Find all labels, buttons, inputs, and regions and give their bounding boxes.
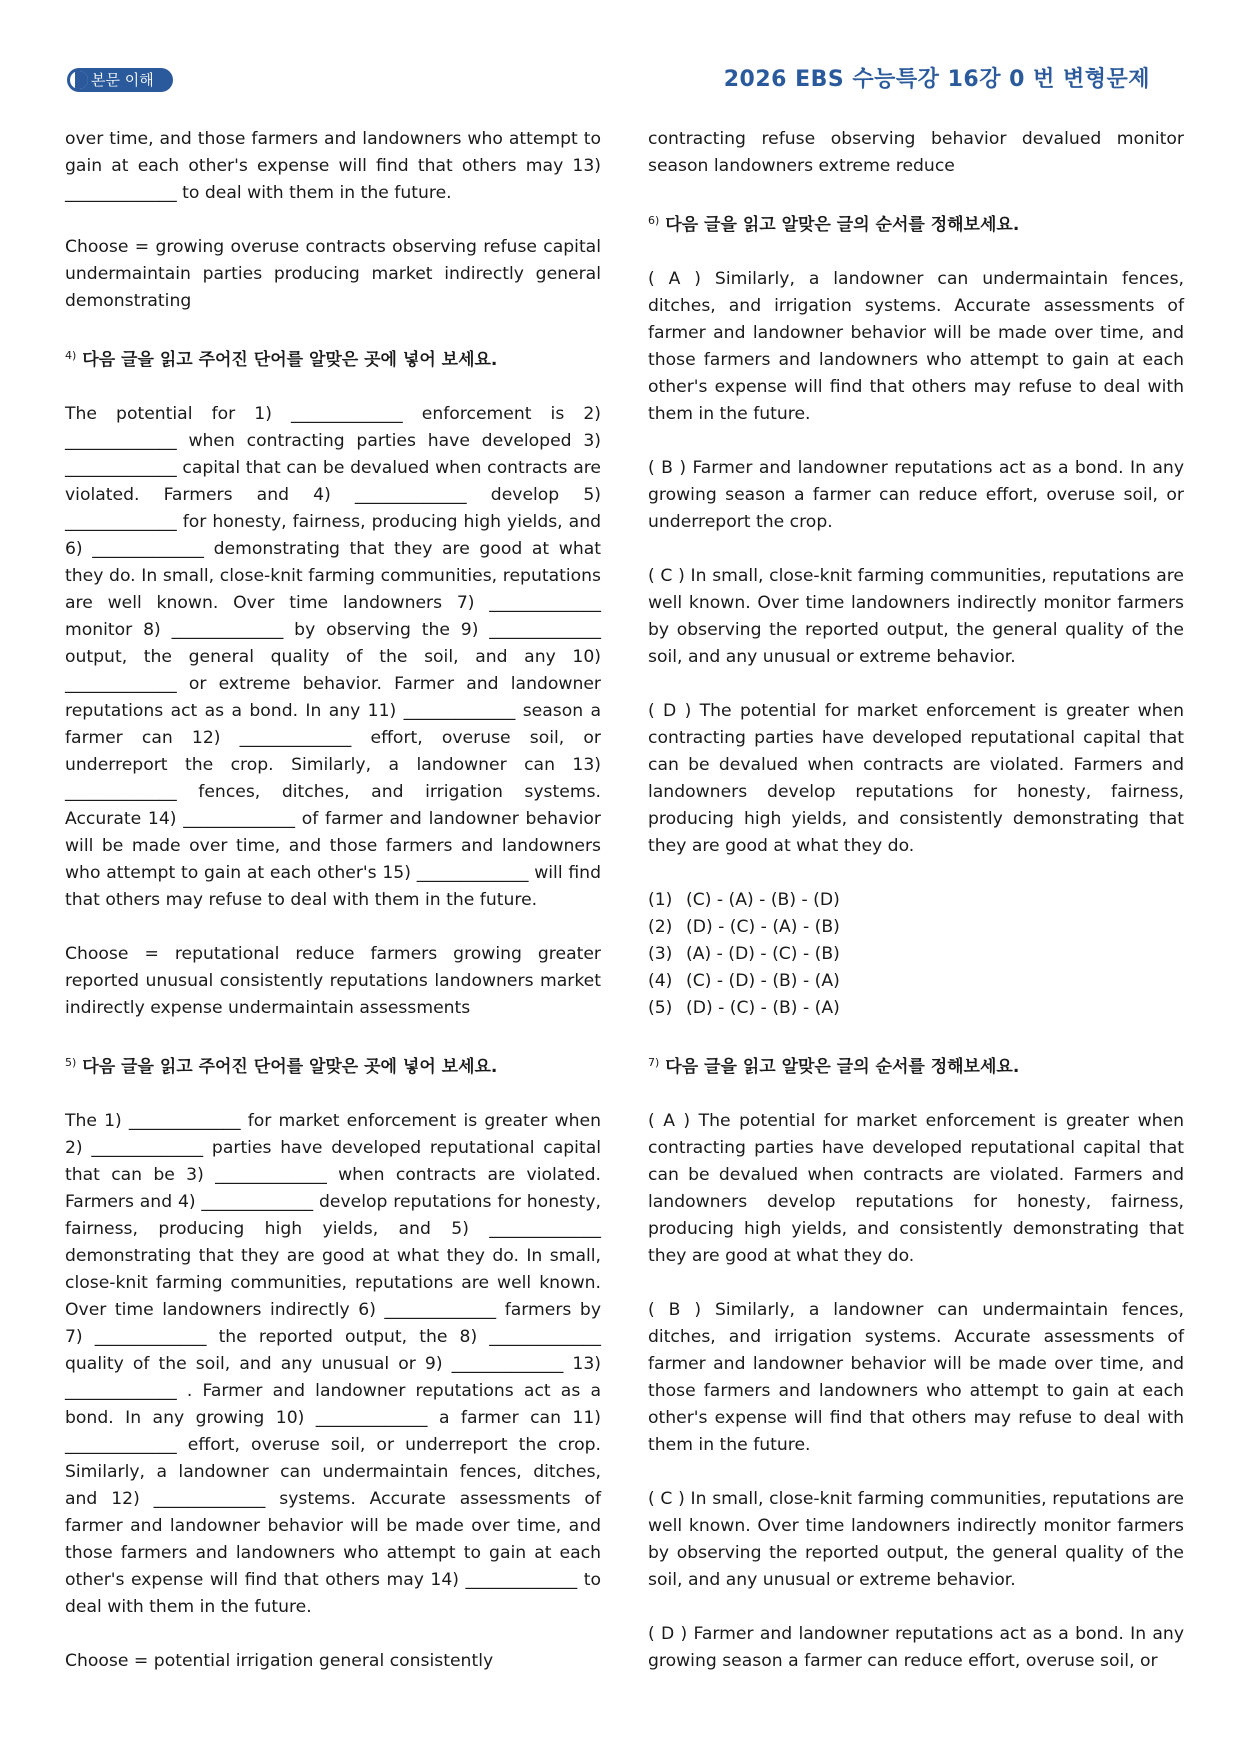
- question-4-passage: The potential for 1) _____________ enforcement is 2) _____________ when contracting parties have developed 3) _____________ capital that can be devalued when contracts are violated. Farmers and 4) _____________ develop 5) _____________ for honesty, fairness, producing high yields, and 6) _____________ demonstrating that they are good at what they do. In small, close-knit farming communities, reputations are well known. Over time landowners 7) _____________ monitor 8) _____________ by observing the 9) _____________ output, the general quality of the soil, and any 10) _____________ or extreme behavior. Farmer and landowner reputations act as a bond. In any 11) _____________ season a farmer can 12) _____________ effort, overuse soil, or underreport the crop. Similarly, a landowner can 13) _____________ fences, ditches, and irrigation systems. Accurate 14) _____________ of farmer and landowner behavior will be made over time, and those farmers and landowners who attempt to gain at each other's 15) _____________ will find that others may refuse to deal with them in the future.: [65, 404, 601, 910]
- option-number: (5): [648, 998, 673, 1018]
- q6-paragraph-d: ( D ) The potential for market enforcement is greater when contracting parties have developed reputational capital that can be devalued when contracts are violated. Farmers and landowners develop reputations for honesty, fairness, producing high yields, and consistently demonstrating that they are good at what they do.: [648, 701, 1184, 856]
- word-choices-q3: Choose = growing overuse contracts observing refuse capital undermaintain parties producing market indirectly general demonstrating: [65, 237, 601, 311]
- option-text: (A) - (D) - (C) - (B): [686, 944, 840, 964]
- question-number: 7): [648, 1056, 660, 1069]
- answer-option[interactable]: [648, 995, 1184, 1022]
- q6-paragraph-b: ( B ) Farmer and landowner reputations act as a bond. In any growing season a farmer can reduce effort, overuse soil, or underreport the crop.: [648, 458, 1184, 532]
- question-5-heading: [65, 1049, 601, 1081]
- q7-paragraph-b: ( B ) Similarly, a landowner can undermaintain fences, ditches, and irrigation systems. Accurate assessments of farmer and landowner behavior will be made over time, and those farmers and landowners who attempt to gain at each other's expense will find that others may refuse to deal with them in the future.: [648, 1300, 1184, 1455]
- question-instruction: 다음 글을 읽고 주어진 단어를 알맞은 곳에 넣어 보세요.: [82, 1057, 498, 1077]
- option-number: (1): [648, 890, 673, 910]
- word-choices-q4: Choose = reputational reduce farmers growing greater reported unusual consistently reputations landowners market indirectly expense undermaintain assessments: [65, 944, 601, 1018]
- passage-continued: over time, and those farmers and landowners who attempt to gain at each other's expense will find that others may 13) _____________ to deal with them in the future.: [65, 129, 601, 203]
- option-number: (3): [648, 944, 673, 964]
- question-instruction: 다음 글을 읽고 주어진 단어를 알맞은 곳에 넣어 보세요.: [82, 350, 498, 370]
- option-text: (C) - (D) - (B) - (A): [686, 971, 840, 991]
- answer-option[interactable]: [648, 914, 1184, 941]
- word-choices-q5: Choose = potential irrigation general consistently: [65, 1651, 494, 1671]
- question-number: 5): [65, 1056, 77, 1069]
- page-header: [0, 0, 1240, 110]
- q6-paragraph-c: ( C ) In small, close-knit farming communities, reputations are well known. Over time landowners indirectly monitor farmers by observing the reported output, the general quality of the soil, and any unusual or extreme behavior.: [648, 566, 1184, 667]
- badge-label: 본문 이해: [91, 71, 154, 89]
- q7-paragraph-a: ( A ) The potential for market enforcement is greater when contracting parties have developed reputational capital that can be devalued when contracts are violated. Farmers and landowners develop reputations for honesty, fairness, producing high yields, and consistently demonstrating that they are good at what they do.: [648, 1111, 1184, 1266]
- q7-paragraph-c: ( C ) In small, close-knit farming communities, reputations are well known. Over time landowners indirectly monitor farmers by observing the reported output, the general quality of the soil, and any unusual or extreme behavior.: [648, 1489, 1184, 1590]
- q6-paragraph-a: ( A ) Similarly, a landowner can undermaintain fences, ditches, and irrigation systems. Accurate assessments of farmer and landowner behavior will be made over time, and those farmers and landowners who attempt to gain at each other's expense will find that others may refuse to deal with them in the future.: [648, 269, 1184, 424]
- question-5-passage: The 1) _____________ for market enforcement is greater when 2) _____________ parties have developed reputational capital that can be 3) _____________ when contracts are violated. Farmers and 4) _____________ develop reputations for honesty, fairness, producing high yields, and 5) _____________ demonstrating that they are good at what they do. In small, close-knit farming communities, reputations are well known. Over time landowners indirectly 6) _____________ farmers by 7) _____________ the reported output, the 8) _____________ quality of the soil, and any unusual or 9) _____________ 13) _____________ . Farmer and landowner reputations act as a bond. In any growing 10) _____________ a farmer can 11) _____________ effort, overuse soil, or underreport the crop. Similarly, a landowner can undermaintain fences, ditches, and 12) _____________ systems. Accurate assessments of farmer and landowner behavior will be made over time, and those farmers and landowners who attempt to gain at each other's expense will find that others may 14) _____________ to deal with them in the future.: [65, 1111, 601, 1617]
- half-circle-icon: [70, 71, 88, 89]
- document-title: 2026 EBS 수능특강 16강 0 번 변형문제: [723, 67, 1150, 92]
- question-instruction: 다음 글을 읽고 알맞은 글의 순서를 정해보세요.: [665, 1057, 1020, 1077]
- word-choices-q5-continued: contracting refuse observing behavior devalued monitor season landowners extreme reduce: [648, 129, 1184, 176]
- option-number: (4): [648, 971, 673, 991]
- q7-paragraph-d: ( D ) Farmer and landowner reputations act as a bond. In any growing season a farmer can reduce effort, overuse soil, or: [648, 1624, 1184, 1671]
- section-badge: [67, 68, 173, 92]
- option-text: (D) - (C) - (B) - (A): [686, 998, 840, 1018]
- option-text: (C) - (A) - (B) - (D): [686, 890, 840, 910]
- left-column: [65, 126, 601, 1702]
- question-7-heading: [648, 1049, 1184, 1081]
- option-text: (D) - (C) - (A) - (B): [686, 917, 840, 937]
- answer-option[interactable]: [648, 941, 1184, 968]
- q6-answer-options: [648, 887, 1184, 1022]
- question-number: 6): [648, 214, 660, 227]
- question-instruction: 다음 글을 읽고 알맞은 글의 순서를 정해보세요.: [665, 215, 1020, 235]
- option-number: (2): [648, 917, 673, 937]
- question-number: 4): [65, 349, 77, 362]
- right-column: [648, 126, 1184, 1702]
- question-6-heading: [648, 207, 1184, 239]
- answer-option[interactable]: [648, 887, 1184, 914]
- question-4-heading: [65, 342, 601, 374]
- answer-option[interactable]: [648, 968, 1184, 995]
